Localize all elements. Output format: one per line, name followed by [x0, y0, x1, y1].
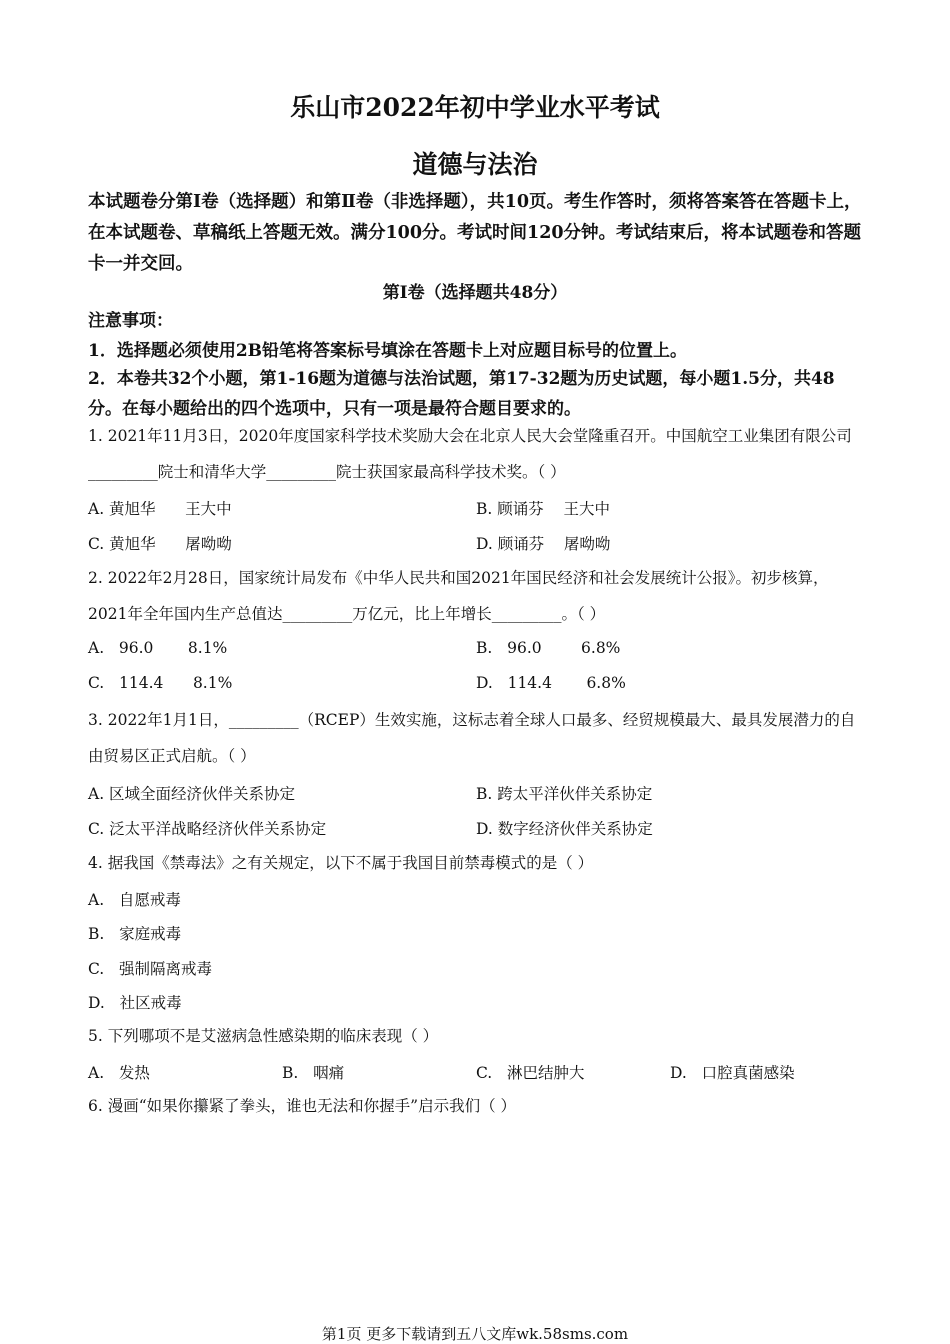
question-5-option-a: A. 发热: [88, 1064, 150, 1082]
question-3-option-c: C. 泛太平洋战略经济伙伴关系协定: [88, 820, 327, 838]
section-title: 第I卷（选择题共48分）: [382, 283, 568, 303]
question-4-option-a: A. 自愿戒毒: [88, 891, 181, 909]
exam-instructions: 本试题卷分第I卷（选择题）和第Ⅱ卷（非选择题），共10页。考生作答时，须将答案答在答题卡上，在本试题卷、草稿纸上答题无效。满分100分。考试时间120分钟。考试结束后，将本试题卷和答题卡一并交回。: [88, 192, 862, 274]
question-3-stem: 3. 2022年1月1日，_________（RCEP）生效实施，这标志着全球人口最多、经贸规模最大、最具发展潜力的自由贸易区正式启航。（ ）: [88, 711, 856, 765]
question-4-option-c: C. 强制隔离戒毒: [88, 960, 213, 978]
notes-item-2: 2．本卷共32个小题，第1-16题为道德与法治试题，第17-32题为历史试题，每小题1.5分，共48分。在每小题给出的四个选项中，只有一项是最符合题目要求的。: [88, 369, 835, 419]
question-1-option-c: C. 黄旭华 屠呦呦: [88, 535, 232, 553]
question-5-option-b: B. 咽痛: [282, 1064, 345, 1082]
question-6-stem: 6. 漫画“如果你攥紧了拳头，谁也无法和你握手”启示我们（ ）: [88, 1097, 516, 1115]
question-4-option-b: B. 家庭戒毒: [88, 925, 182, 943]
page-footer: 第1页 更多下载请到五八文库wk.58sms.com: [321, 1325, 629, 1343]
question-3-option-d: D. 数字经济伙伴关系协定: [476, 820, 653, 838]
question-3-option-b: B. 跨太平洋伙伴关系协定: [476, 785, 653, 803]
question-2-option-a: A. 96.0 8.1%: [88, 639, 228, 657]
question-2-stem: 2. 2022年2月28日，国家统计局发布《中华人民共和国2021年国民经济和社会发展统计公报》。初步核算，2021年全年国内生产总值达_________万亿元，比上年增长_________。（ ）: [88, 569, 829, 623]
question-1-option-a: A. 黄旭华 王大中: [88, 500, 232, 518]
subject-title: 道德与法治: [412, 150, 538, 179]
question-2-option-d: D. 114.4 6.8%: [476, 674, 626, 692]
question-3-option-a: A. 区域全面经济伙伴关系协定: [88, 785, 296, 803]
question-5-stem: 5. 下列哪项不是艾滋病急性感染期的临床表现（ ）: [88, 1027, 439, 1045]
question-2-option-b: B. 96.0 6.8%: [476, 639, 621, 657]
question-4-option-d: D. 社区戒毒: [88, 994, 182, 1012]
question-1-stem: 1. 2021年11月3日，2020年度国家科学技术奖励大会在北京人民大会堂隆重召开。中国航空工业集团有限公司_________院士和清华大学_________院士获国家最高科学技术奖。（ ）: [88, 427, 852, 481]
question-4-stem: 4. 据我国《禁毒法》之有关规定，以下不属于我国目前禁毒模式的是（ ）: [88, 854, 594, 872]
exam-title: 乐山市2022年初中学业水平考试: [290, 93, 660, 122]
question-2-option-c: C. 114.4 8.1%: [88, 674, 233, 692]
notes-item-1: 1．选择题必须使用2B铅笔将答案标号填涂在答题卡上对应题目标号的位置上。: [88, 341, 688, 361]
question-1-option-b: B. 顾诵芬 王大中: [476, 500, 610, 518]
notes-heading: 注意事项：: [88, 311, 173, 331]
question-5-option-d: D. 口腔真菌感染: [670, 1064, 795, 1082]
question-1-option-d: D. 顾诵芬 屠呦呦: [476, 535, 611, 553]
question-5-option-c: C. 淋巴结肿大: [476, 1064, 585, 1082]
